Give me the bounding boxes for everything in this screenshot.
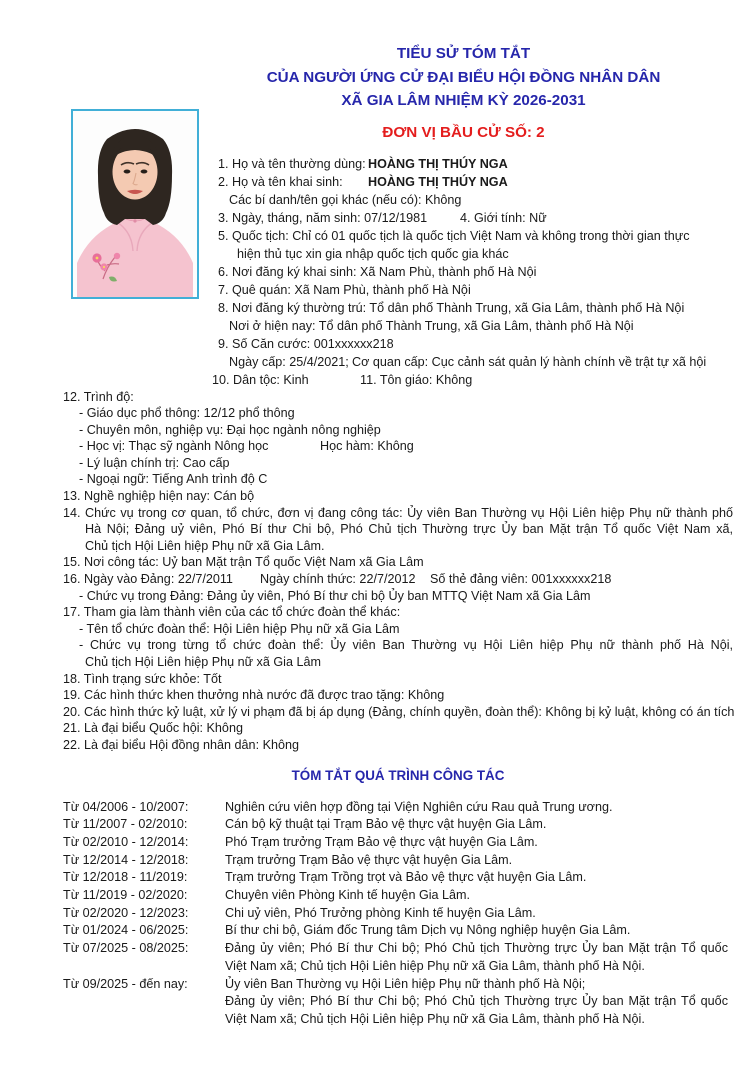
career-period: Từ 12/2018 - 11/2019: — [63, 870, 188, 885]
item-1-value: HOÀNG THỊ THÚY NGA — [368, 156, 508, 171]
item-8-line2: Nơi ở hiện nay: Tổ dân phố Thành Trung, xã Gia Lâm, thành phố Hà Nội — [229, 318, 634, 333]
title-line-1: TIỂU SỬ TÓM TẮT — [396, 45, 531, 62]
item-17-org-role-line1: - Chức vụ trong từng tổ chức đoàn thể: Ủy viên Ban Thường vụ Hội Liên hiệp Phụ nữ thành phố Hà Nội, — [79, 638, 733, 653]
item-2-label: 2. Họ và tên khai sinh: — [218, 174, 343, 189]
item-9-line2 — [218, 353, 740, 371]
item-12-degree-text: - Học vị: Thạc sỹ ngành Nông học — [79, 439, 269, 454]
career-row — [63, 905, 728, 923]
career-period: Từ 04/2006 - 10/2007: — [63, 799, 189, 814]
career-description: Nghiên cứu viên hợp đồng tại Viện Nghiên cứu Rau quả Trung ương. — [225, 799, 613, 814]
career-section-title: TÓM TẮT QUÁ TRÌNH CÔNG TÁC — [291, 767, 505, 783]
item-16-party-join-date: 16. Ngày vào Đảng: 22/7/2011 — [63, 572, 233, 587]
career-period: Từ 01/2024 - 06/2025: — [63, 923, 189, 938]
item-12-political-theory: - Lý luận chính trị: Cao cấp — [79, 455, 230, 470]
item-5-line1: 5. Quốc tịch: Chỉ có 01 quốc tịch là quốc tịch Việt Nam và không trong thời gian thực — [218, 228, 690, 243]
item-12-academic-rank: Học hàm: Không — [320, 439, 414, 454]
item-9-issue-date: Ngày cấp: 25/4/2021; — [229, 354, 349, 369]
item-18: 18. Tình trạng sức khỏe: Tốt — [63, 671, 222, 686]
title-line-3: XÃ GIA LÂM NHIỆM KỲ 2026-2031 — [341, 92, 586, 109]
career-period: Từ 11/2019 - 02/2020: — [63, 888, 188, 903]
career-row — [63, 887, 728, 905]
item-20: 20. Các hình thức kỷ luật, xử lý vi phạm đã bị áp dụng (Đảng, chính quyền, đoàn thể): Không bị kỷ luật, không có án tích — [63, 704, 735, 719]
career-description: Trạm trưởng Trạm Bảo vệ thực vật huyện Gia Lâm. — [225, 852, 513, 867]
item-17: 17. Tham gia làm thành viên của các tổ chức đoàn thể khác: — [63, 605, 401, 620]
item-15: 15. Nơi công tác: Uỷ ban Mặt trận Tổ quốc Việt Nam xã Gia Lâm — [63, 555, 424, 570]
item-14-line2: Hà Nội; Đảng uỷ viên, Phó Bí thư Chi bộ, Phó Chủ tịch Thường trực Ủy ban Mặt trận Tổ quốc Việt Nam xã, — [85, 522, 733, 537]
title-line-2: CỦA NGƯỜI ỨNG CỬ ĐẠI BIỂU HỘI ĐỒNG NHÂN DÂN — [266, 68, 661, 86]
item-12-education: - Giáo dục phổ thông: 12/12 phổ thông — [79, 406, 295, 421]
item-3: 3. Ngày, tháng, năm sinh: 07/12/1981 — [218, 210, 428, 225]
candidate-photo — [71, 109, 199, 299]
item-1 — [218, 155, 740, 173]
career-description-line: Đảng ủy viên; Phó Bí thư Chi bộ; Phó Chủ tịch Thường trực Ủy ban Mặt trận Tổ quốc — [225, 941, 728, 956]
item-14-line3: Chủ tịch Hội Liên hiệp Phụ nữ xã Gia Lâm. — [85, 538, 325, 553]
item-14-line1: 14. Chức vụ trong cơ quan, tổ chức, đơn vị đang công tác: Ủy viên Ban Thường vụ Hội Liên hiệp Phụ nữ thành phố — [63, 505, 733, 520]
item-12-language: - Ngoại ngữ: Tiếng Anh trình độ C — [79, 472, 268, 487]
career-period: Từ 02/2020 - 12/2023: — [63, 905, 189, 920]
career-period: Từ 12/2014 - 12/2018: — [63, 852, 189, 867]
item-5-line2: hiện thủ tục xin gia nhập quốc tịch quốc gia khác — [237, 246, 509, 261]
career-period: Từ 09/2025 - đến nay: — [63, 976, 188, 991]
career-row — [63, 816, 728, 834]
career-description: Bí thư chi bộ, Giám đốc Trung tâm Dịch vụ Nông nghiệp huyện Gia Lâm. — [225, 923, 631, 938]
item-12-degree — [63, 438, 733, 455]
ballot-unit-line: ĐƠN VỊ BẦU CỬ SỐ: 2 — [382, 123, 545, 141]
item-12-profession: - Chuyên môn, nghiệp vụ: Đại học ngành nông nghiệp — [79, 422, 381, 437]
career-description-line: Ủy viên Ban Thường vụ Hội Liên hiệp Phụ nữ thành phố Hà Nội; — [225, 976, 586, 991]
career-description — [225, 976, 728, 1029]
career-description: Chuyên viên Phòng Kinh tế huyện Gia Lâm. — [225, 888, 471, 903]
career-description-line: Việt Nam xã; Chủ tịch Hội Liên hiệp Phụ nữ xã Gia Lâm, thành phố Hà Nội. — [225, 1012, 645, 1026]
item-2 — [218, 173, 740, 191]
item-21: 21. Là đại biểu Quốc hội: Không — [63, 721, 243, 736]
item-alias: Các bí danh/tên gọi khác (nếu có): Không — [229, 192, 462, 207]
career-row — [63, 869, 728, 887]
item-13: 13. Nghề nghiệp hiện nay: Cán bộ — [63, 489, 255, 504]
item-7: 7. Quê quán: Xã Nam Phù, thành phố Hà Nội — [218, 282, 471, 297]
career-description: Chi uỷ viên, Phó Trưởng phòng Kinh tế huyện Gia Lâm. — [225, 905, 536, 920]
item-16-official-date: Ngày chính thức: 22/7/2012 — [260, 572, 416, 587]
item-16-card-number: Số thẻ đảng viên: 001xxxxxx218 — [430, 572, 612, 587]
item-17-org-name: - Tên tổ chức đoàn thể: Hội Liên hiệp Phụ nữ xã Gia Lâm — [79, 621, 400, 636]
item-3-4 — [218, 209, 740, 227]
item-9-line1: 9. Số Căn cước: 001xxxxxx218 — [218, 336, 394, 351]
career-row — [63, 940, 728, 975]
career-description: Phó Trạm trưởng Trạm Bảo vệ thực vật huyện Gia Lâm. — [225, 834, 538, 849]
career-description: Trạm trưởng Trạm Trồng trọt và Bảo vệ thực vật huyện Gia Lâm. — [225, 870, 587, 885]
item-11: 11. Tôn giáo: Không — [360, 372, 473, 387]
career-period: Từ 02/2010 - 12/2014: — [63, 834, 189, 849]
item-16 — [63, 571, 733, 588]
career-row — [63, 852, 728, 870]
item-22: 22. Là đại biểu Hội đồng nhân dân: Không — [63, 737, 299, 752]
career-description-line: Việt Nam xã; Chủ tịch Hội Liên hiệp Phụ nữ xã Gia Lâm, thành phố Hà Nội. — [225, 958, 645, 973]
item-4: 4. Giới tính: Nữ — [460, 210, 547, 225]
career-period: Từ 07/2025 - 08/2025: — [63, 941, 189, 956]
career-table — [63, 799, 728, 1029]
item-17-org-role-line2: Chủ tịch Hội Liên hiệp Phụ nữ xã Gia Lâm — [85, 655, 321, 669]
career-description: Cán bộ kỹ thuật tại Trạm Bảo vệ thực vật huyện Gia Lâm. — [225, 817, 547, 832]
item-12: 12. Trình độ: — [63, 389, 134, 404]
career-description-line: Đảng ủy viên; Phó Bí thư Chi bộ; Phó Chủ tịch Thường trực Ủy ban Mặt trận Tổ quốc — [225, 994, 728, 1009]
personal-info-block — [212, 155, 740, 389]
career-row — [63, 976, 728, 1029]
item-1-label: 1. Họ và tên thường dùng: — [218, 156, 366, 171]
item-2-value: HOÀNG THỊ THÚY NGA — [368, 174, 508, 189]
item-19: 19. Các hình thức khen thưởng nhà nước đã được trao tặng: Không — [63, 688, 445, 703]
item-16-party-role: - Chức vụ trong Đảng: Đảng ủy viên, Phó Bí thư chi bộ Ủy ban MTTQ Việt Nam xã Gia Lâm — [79, 588, 591, 603]
item-6: 6. Nơi đăng ký khai sinh: Xã Nam Phù, thành phố Hà Nội — [218, 264, 537, 279]
item-10-11 — [212, 371, 740, 389]
career-description — [225, 940, 728, 975]
career-row — [63, 834, 728, 852]
document-title — [195, 42, 732, 113]
item-9-agency: Cơ quan cấp: Cục cảnh sát quản lý hành chính về trật tự xã hội — [352, 354, 707, 369]
item-10: 10. Dân tộc: Kinh — [212, 372, 309, 387]
career-period: Từ 11/2007 - 02/2010: — [63, 817, 188, 832]
details-block — [63, 389, 733, 754]
portrait-illustration — [73, 111, 197, 297]
career-row — [63, 922, 728, 940]
item-8-line1: 8. Nơi đăng ký thường trú: Tổ dân phố Thành Trung, xã Gia Lâm, thành phố Hà Nội — [218, 300, 685, 315]
career-row — [63, 799, 728, 817]
